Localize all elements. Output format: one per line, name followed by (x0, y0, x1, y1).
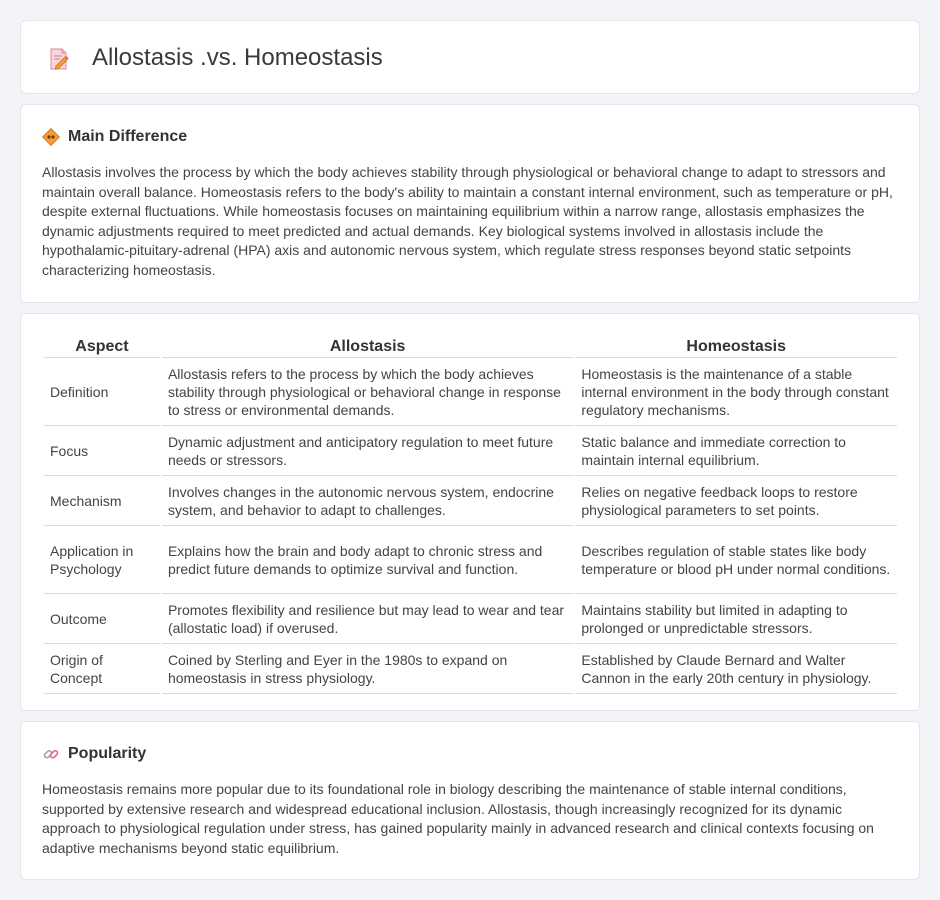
aspect-cell: Definition (44, 360, 160, 426)
header-card (20, 20, 920, 94)
table-row (44, 428, 897, 476)
table-row (44, 646, 897, 694)
main-difference-header (42, 126, 187, 148)
homeostasis-cell: Describes regulation of stable states like body temperature or blood pH under normal conditions. (575, 528, 897, 594)
popularity-text: Homeostasis remains more popular due to its foundational role in biology describing the maintenance of stable internal conditions, supported by extensive research and widespread educational inclusion. Allostasis, though increasingly recognized for its dynamic approach to physiological regulation under stress, has gained popularity mainly in advanced research and clinical contexts focusing on adaptive mechanisms beyond static equilibrium. (42, 781, 874, 856)
comparison-table (42, 334, 899, 696)
main-difference-title: Main Difference (68, 128, 188, 145)
allostasis-cell: Explains how the brain and body adapt to chronic stress and predict future demands to optimize survival and function. (162, 528, 573, 594)
link-icon (42, 745, 60, 763)
allostasis-cell: Promotes flexibility and resilience but may lead to wear and tear (allostatic load) if overused. (162, 596, 573, 644)
allostasis-cell: Allostasis refers to the process by which the body achieves stability through physiological or behavioral change in response to stress or environmental demands. (162, 360, 573, 426)
page-title: Allostasis .vs. Homeostasis (92, 44, 383, 71)
popularity-title: Popularity (68, 745, 147, 762)
aspect-cell: Outcome (44, 596, 160, 644)
popularity-section (20, 721, 920, 880)
table-row (44, 360, 897, 426)
aspect-cell: Application in Psychology (44, 528, 160, 594)
main-difference-text: Allostasis involves the process by which the body achieves stability through physiological or behavioral change to adapt to stressors and maintain overall balance. Homeostasis refers to the body's ability to maintain a constant internal environment, such as temperature or pH, despite external fluctuations. While homeostasis focuses on maintaining equilibrium within a narrow range, allostasis emphasizes the dynamic adjustments required to meet predicted and actual demands. Key biological systems involved in allostasis include the hypothalamic-pituitary-adrenal (HPA) axis and autonomic nervous system, which regulate stress responses beyond static setpoints characterizing homeostasis. (42, 164, 893, 278)
diamond-signs-icon (42, 128, 60, 146)
table-row (44, 478, 897, 526)
homeostasis-cell: Established by Claude Bernard and Walter Cannon in the early 20th century in physiology. (575, 646, 897, 694)
main-difference-section (20, 104, 920, 303)
allostasis-cell: Dynamic adjustment and anticipatory regulation to meet future needs or stressors. (162, 428, 573, 476)
popularity-header (42, 743, 146, 765)
aspect-cell: Mechanism (44, 478, 160, 526)
allostasis-cell: Coined by Sterling and Eyer in the 1980s to expand on homeostasis in stress physiology. (162, 646, 573, 694)
aspect-cell: Focus (44, 428, 160, 476)
table-row (44, 528, 897, 594)
allostasis-cell: Involves changes in the autonomic nervous system, endocrine system, and behavior to adapt to challenges. (162, 478, 573, 526)
header-allostasis: Allostasis (162, 336, 573, 358)
header-homeostasis: Homeostasis (575, 336, 897, 358)
document-pencil-icon (47, 47, 71, 71)
homeostasis-cell: Maintains stability but limited in adapting to prolonged or unpredictable stressors. (575, 596, 897, 644)
table-header-row (44, 336, 897, 358)
aspect-cell: Origin of Concept (44, 646, 160, 694)
homeostasis-cell: Homeostasis is the maintenance of a stable internal environment in the body through constant regulatory mechanisms. (575, 360, 897, 426)
table-row (44, 596, 897, 644)
comparison-section (20, 313, 920, 711)
homeostasis-cell: Static balance and immediate correction to maintain internal equilibrium. (575, 428, 897, 476)
homeostasis-cell: Relies on negative feedback loops to restore physiological parameters to set points. (575, 478, 897, 526)
header-aspect: Aspect (44, 336, 160, 358)
